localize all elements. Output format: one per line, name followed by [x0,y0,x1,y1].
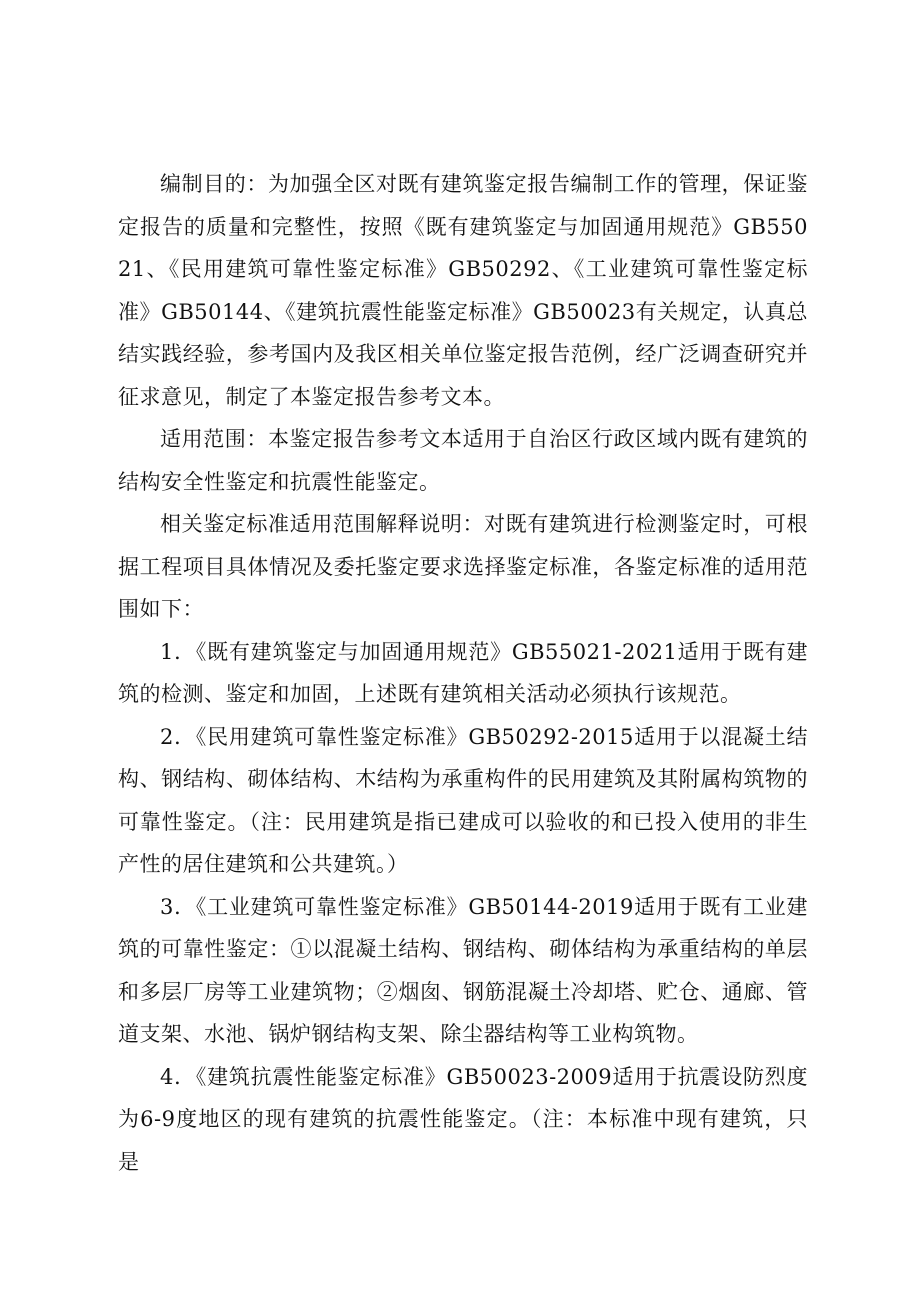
paragraph-purpose: 编制目的：为加强全区对既有建筑鉴定报告编制工作的管理，保证鉴定报告的质量和完整性，按照《既有建筑鉴定与加固通用规范》GB55021、《民用建筑可靠性鉴定标准》GB50292、《工业建筑可靠性鉴定标准》GB50144、《建筑抗震性能鉴定标准》GB50023有关规定，认真总结实践经验，参考国内及我区相关单位鉴定报告范例，经广泛调查研究并征求意见，制定了本鉴定报告参考文本。 [118,172,808,409]
list-item-standard-3: 3．《工业建筑可靠性鉴定标准》GB50144-2019适用于既有工业建筑的可靠性鉴定：①以混凝土结构、钢结构、砌体结构为承重结构的单层和多层厂房等工业建筑物；②烟囱、钢筋混凝土冷却塔、贮仓、通廊、管道支架、水池、锅炉钢结构支架、除尘器结构等工业构筑物。 [118,894,808,1046]
list-item-standard-1: 1．《既有建筑鉴定与加固通用规范》GB55021-2021适用于既有建筑的检测、鉴定和加固，上述既有建筑相关活动必须执行该规范。 [118,639,808,706]
list-item-standard-4: 4．《建筑抗震性能鉴定标准》GB50023-2009适用于抗震设防烈度为6-9度地区的现有建筑的抗震性能鉴定。（注：本标准中现有建筑，只是 [118,1064,808,1174]
paragraph-scope: 适用范围：本鉴定报告参考文本适用于自治区行政区域内既有建筑的结构安全性鉴定和抗震性能鉴定。 [118,427,808,494]
paragraph-standards-intro: 相关鉴定标准适用范围解释说明：对既有建筑进行检测鉴定时，可根据工程项目具体情况及委托鉴定要求选择鉴定标准，各鉴定标准的适用范围如下： [118,512,808,621]
list-item-standard-2: 2．《民用建筑可靠性鉴定标准》GB50292-2015适用于以混凝土结构、钢结构、砌体结构、木结构为承重构件的民用建筑及其附属构筑物的可靠性鉴定。（注：民用建筑是指已建成可以验收的和已投入使用的非生产性的居住建筑和公共建筑。） [118,724,808,876]
document-body [118,163,808,1183]
